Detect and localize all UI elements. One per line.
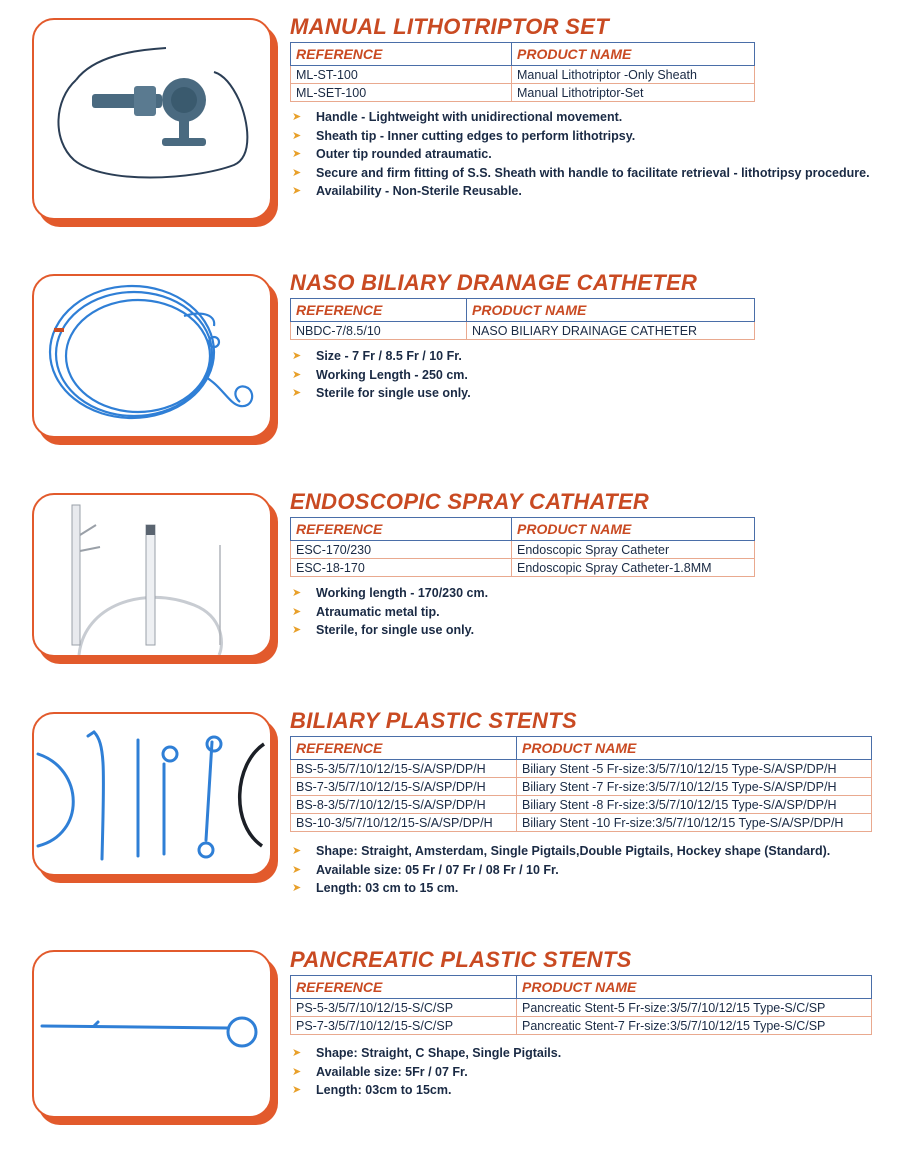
table-row (291, 814, 872, 832)
reference-table (290, 736, 872, 832)
column-header-product-name: PRODUCT NAME (512, 518, 755, 541)
reference-cell: BS-7-3/5/7/10/12/15-S/A/SP/DP/H (291, 778, 517, 796)
table-row (291, 66, 755, 84)
table-row (291, 84, 755, 102)
arrow-bullet-icon: ➤ (292, 166, 302, 179)
column-header-reference: REFERENCE (291, 518, 512, 541)
list-item: ➤ Length: 03 cm to 15 cm. (290, 879, 890, 898)
arrow-bullet-icon: ➤ (292, 350, 302, 362)
product-image-frame (32, 950, 272, 1118)
arrow-bullet-icon: ➤ (292, 624, 302, 636)
reference-cell: BS-8-3/5/7/10/12/15-S/A/SP/DP/H (291, 796, 517, 814)
list-item: ➤ Sheath tip - Inner cutting edges to perform lithotripsy. (290, 127, 870, 146)
reference-cell: PS-5-3/5/7/10/12/15-S/C/SP (291, 999, 517, 1017)
arrow-bullet-icon: ➤ (292, 387, 302, 399)
list-item: ➤ Outer tip rounded atraumatic. (290, 145, 870, 164)
list-item: ➤ Shape: Straight, C Shape, Single Pigtails. (290, 1044, 850, 1063)
feature-list (290, 1044, 850, 1100)
list-item: ➤ Atraumatic metal tip. (290, 603, 850, 622)
reference-cell: ESC-18-170 (291, 559, 512, 577)
column-header-product-name: PRODUCT NAME (517, 976, 872, 999)
section-title: MANUAL LITHOTRIPTOR SET (290, 14, 609, 39)
list-item: ➤ Sterile, for single use only. (290, 621, 850, 640)
product-name-cell: Endoscopic Spray Catheter-1.8MM (512, 559, 755, 577)
reference-cell: ESC-170/230 (291, 541, 512, 559)
reference-cell: PS-7-3/5/7/10/12/15-S/C/SP (291, 1017, 517, 1035)
feature-list (290, 347, 850, 403)
arrow-bullet-icon: ➤ (292, 368, 302, 381)
product-name-cell: Pancreatic Stent-5 Fr-size:3/5/7/10/12/15 Type-S/C/SP (517, 999, 872, 1017)
product-name-cell: Endoscopic Spray Catheter (512, 541, 755, 559)
reference-cell: BS-10-3/5/7/10/12/15-S/A/SP/DP/H (291, 814, 517, 832)
list-item: ➤ Working length - 170/230 cm. (290, 584, 850, 603)
arrow-bullet-icon: ➤ (292, 587, 302, 599)
column-header-product-name: PRODUCT NAME (517, 737, 872, 760)
list-item: ➤ Handle - Lightweight with unidirectional movement. (290, 108, 870, 127)
column-header-product-name: PRODUCT NAME (467, 299, 755, 322)
product-image-frame (32, 493, 272, 657)
product-name-cell: Biliary Stent -7 Fr-size:3/5/7/10/12/15 Type-S/A/SP/DP/H (517, 778, 872, 796)
product-name-cell: NASO BILIARY DRAINAGE CATHETER (467, 322, 755, 340)
column-header-reference: REFERENCE (291, 976, 517, 999)
reference-cell: BS-5-3/5/7/10/12/15-S/A/SP/DP/H (291, 760, 517, 778)
column-header-reference: REFERENCE (291, 737, 517, 760)
arrow-bullet-icon: ➤ (292, 185, 302, 197)
feature-list (290, 842, 890, 898)
arrow-bullet-icon: ➤ (292, 863, 302, 876)
list-item: ➤ Availability - Non-Sterile Reusable. (290, 182, 870, 201)
arrow-bullet-icon: ➤ (292, 148, 302, 160)
section-title: PANCREATIC PLASTIC STENTS (290, 947, 632, 972)
column-header-reference: REFERENCE (291, 43, 512, 66)
reference-cell: NBDC-7/8.5/10 (291, 322, 467, 340)
arrow-bullet-icon: ➤ (292, 845, 302, 857)
arrow-bullet-icon: ➤ (292, 1047, 302, 1059)
list-item: ➤ Available size: 5Fr / 07 Fr. (290, 1063, 850, 1082)
product-name-cell: Manual Lithotriptor-Set (512, 84, 755, 102)
table-row (291, 1017, 872, 1035)
coiled-catheter-icon (34, 276, 270, 436)
reference-cell: ML-SET-100 (291, 84, 512, 102)
product-image-frame (32, 712, 272, 876)
table-row (291, 541, 755, 559)
list-item: ➤ Secure and firm fitting of S.S. Sheath with handle to facilitate retrieval - lithotripsy procedure. (290, 164, 870, 183)
list-item: ➤ Available size: 05 Fr / 07 Fr / 08 Fr / 10 Fr. (290, 861, 890, 880)
biliary-stents-icon (34, 714, 270, 874)
reference-table (290, 42, 755, 102)
column-header-reference: REFERENCE (291, 299, 467, 322)
table-row (291, 322, 755, 340)
section-title: NASO BILIARY DRANAGE CATHETER (290, 270, 698, 295)
product-name-cell: Biliary Stent -10 Fr-size:3/5/7/10/12/15 Type-S/A/SP/DP/H (517, 814, 872, 832)
spray-catheter-icon (34, 495, 270, 655)
arrow-bullet-icon: ➤ (292, 129, 302, 142)
reference-cell: ML-ST-100 (291, 66, 512, 84)
arrow-bullet-icon: ➤ (292, 111, 302, 123)
section-title: ENDOSCOPIC SPRAY CATHATER (290, 489, 650, 514)
reference-table (290, 517, 755, 577)
list-item: ➤ Sterile for single use only. (290, 384, 850, 403)
column-header-product-name: PRODUCT NAME (512, 43, 755, 66)
arrow-bullet-icon: ➤ (292, 605, 302, 618)
product-image-frame (32, 274, 272, 438)
reference-table (290, 298, 755, 340)
table-row (291, 796, 872, 814)
section-title: BILIARY PLASTIC STENTS (290, 708, 577, 733)
product-name-cell: Manual Lithotriptor -Only Sheath (512, 66, 755, 84)
pancreatic-stent-icon (34, 952, 270, 1116)
arrow-bullet-icon: ➤ (292, 1065, 302, 1078)
feature-list (290, 108, 870, 201)
arrow-bullet-icon: ➤ (292, 882, 302, 894)
list-item: ➤ Shape: Straight, Amsterdam, Single Pigtails,Double Pigtails, Hockey shape (Standard). (290, 842, 890, 861)
lithotriptor-icon (34, 20, 270, 218)
table-row (291, 778, 872, 796)
list-item: ➤ Working Length - 250 cm. (290, 366, 850, 385)
arrow-bullet-icon: ➤ (292, 1084, 302, 1096)
table-row (291, 559, 755, 577)
list-item: ➤ Size - 7 Fr / 8.5 Fr / 10 Fr. (290, 347, 850, 366)
reference-table (290, 975, 872, 1035)
product-image-frame (32, 18, 272, 220)
product-name-cell: Pancreatic Stent-7 Fr-size:3/5/7/10/12/15 Type-S/C/SP (517, 1017, 872, 1035)
product-name-cell: Biliary Stent -8 Fr-size:3/5/7/10/12/15 Type-S/A/SP/DP/H (517, 796, 872, 814)
table-row (291, 760, 872, 778)
product-name-cell: Biliary Stent -5 Fr-size:3/5/7/10/12/15 Type-S/A/SP/DP/H (517, 760, 872, 778)
table-row (291, 999, 872, 1017)
list-item: ➤ Length: 03cm to 15cm. (290, 1081, 850, 1100)
feature-list (290, 584, 850, 640)
